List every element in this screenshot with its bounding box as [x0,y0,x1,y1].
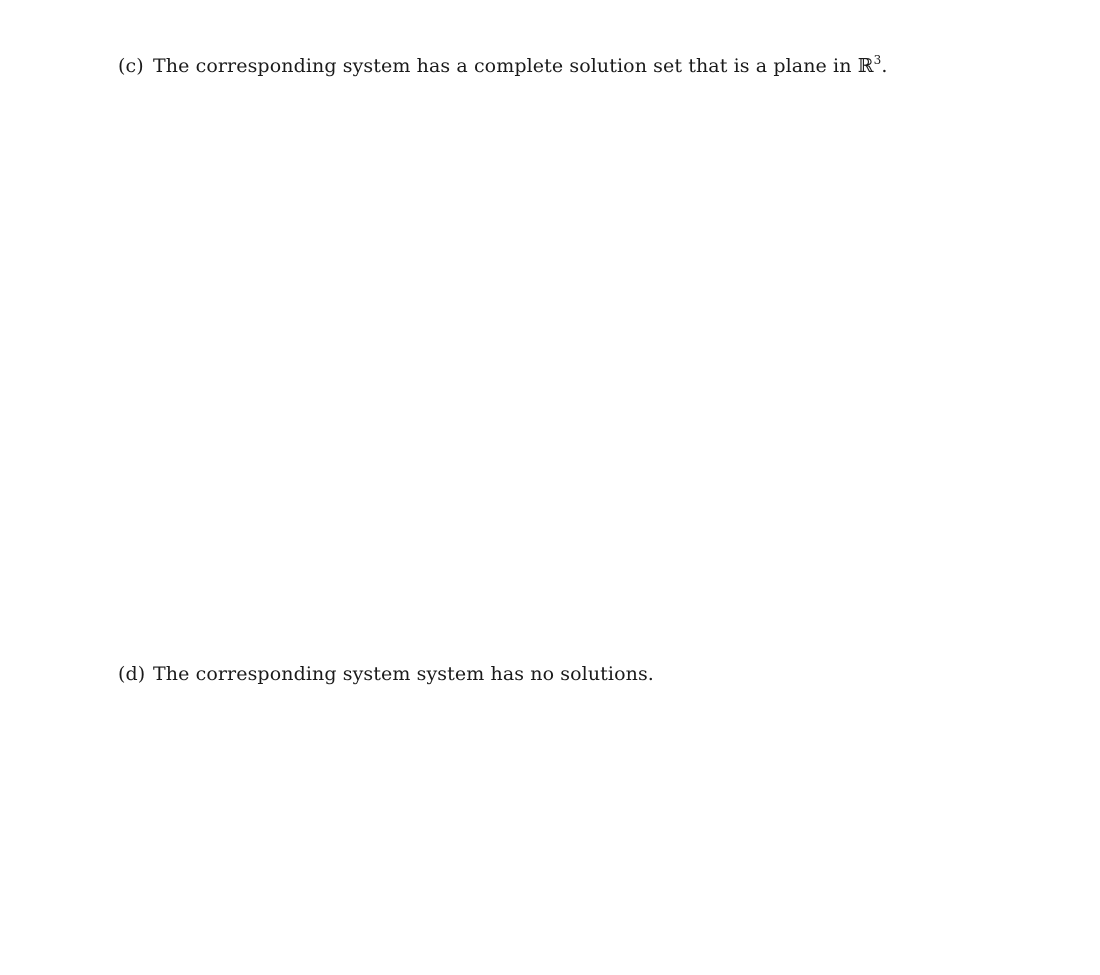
problem-part-c [118,53,888,77]
problem-statement [153,53,888,77]
sentence-period: . [881,55,888,77]
real-space-symbol: ℝ [857,55,874,77]
problem-part-d [118,665,654,684]
part-label: (c) [118,55,144,77]
problem-statement-text: The corresponding system has a complete solution set that is a plane in [153,55,858,77]
problem-statement: The corresponding system system has no solutions. [153,663,654,685]
part-label: (d) [118,663,146,685]
dimension-exponent: 3 [873,53,882,67]
